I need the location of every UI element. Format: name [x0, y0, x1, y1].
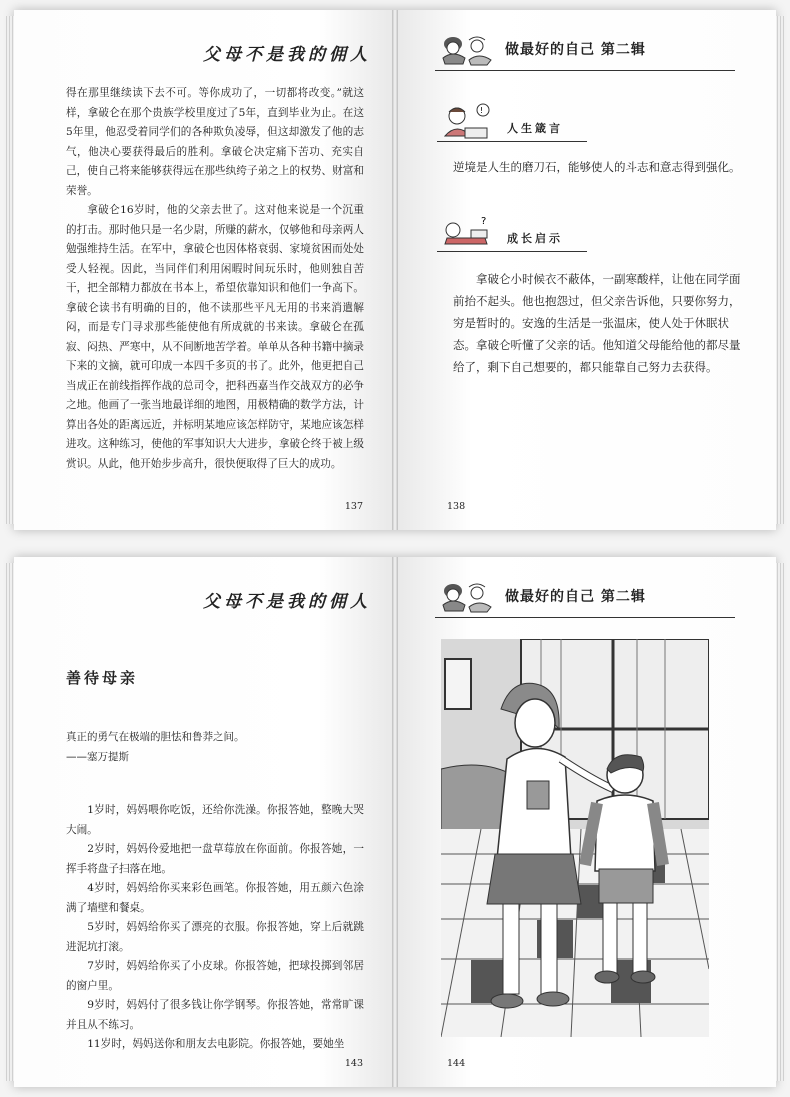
insight-text: 拿破仑小时候衣不蔽体，一副寒酸样，让他在同学面前抬不起头。他也抱怨过，但父亲告诉他，只要你努力，穷是暂时的。安逸的生活是一张温床，使人处于休眠状态。拿破仑听懂了父亲的话。他知道父母能给他的都尽量给了，剩下自己想要的，都只能靠自己努力去获得。	[453, 272, 741, 374]
page-number: 143	[344, 1058, 363, 1069]
section-label-maxim	[437, 102, 563, 142]
running-head: 父母不是我的佣人	[203, 45, 371, 65]
paragraph: 4岁时，妈妈给你买来彩色画笔。你报答她，用五颜六色涂满了墙壁和餐桌。	[66, 882, 364, 914]
running-head	[435, 579, 646, 613]
page-138	[395, 10, 776, 530]
running-head-title: 做最好的自己 第二辑	[505, 589, 646, 605]
body-text	[66, 84, 364, 474]
paragraph: 5岁时，妈妈给你买了漂亮的衣服。你报答她，穿上后就跳进泥坑打滚。	[66, 921, 364, 953]
paragraph: 拿破仑16岁时，他的父亲去世了。这对他来说是一个沉重的打击。那时他只是一名少尉，所赚的薪水，仅够他和母亲两人勉强维持生活。在军中，拿破仑也因体格衰弱、家境贫困而处处受人轻视。因此，当同伴们利用闲暇时间玩乐时，他则独自苦干，把全部精力都放在书本上，希望依靠知识和他们一争高下。拿破仑读书有明确的目的，他不读那些平凡无用的书来消遣解闷，而是专门寻求那些能使他有所成就的书来读。拿破仑在孤寂、闷热、严寒中，从不间断地苦学着。单单从各种书籍中摘录下来的文摘，就可印成一本四千多页的书了。此外，他更把自己当成正在前线指挥作战的总司令，把科西嘉当作交战双方的必争之地。他画了一张当地最详细的地图，用极精确的数学方法，计算出各处的距离远近，并标明某地应该怎样防守，某地应该怎样进攻。这种练习，使他的军事知识大大进步，拿破仑终于被上级赏识。从此，他开始步步高升，很快便取得了巨大的成功。	[66, 204, 364, 470]
book-spread-bottom	[14, 557, 776, 1087]
epigraph-author: ——塞万提斯	[66, 751, 129, 763]
cartoon-kids-icon	[435, 32, 497, 66]
page-143	[14, 557, 395, 1087]
section-rule	[437, 251, 587, 252]
mother-and-son-illustration	[441, 639, 709, 1037]
paragraph: 11岁时，妈妈送你和朋友去电影院。你报答她，要她坐	[87, 1038, 345, 1050]
epigraph	[66, 727, 245, 767]
book-gutter	[392, 10, 398, 530]
running-head-title: 做最好的自己 第二辑	[505, 42, 646, 58]
epigraph-text: 真正的勇气在极端的胆怯和鲁莽之间。	[66, 731, 245, 743]
page-number: 138	[447, 501, 466, 512]
section-label-text: 成长启示	[507, 232, 563, 245]
book-gutter	[392, 557, 398, 1087]
running-head	[435, 32, 646, 66]
page-144	[395, 557, 776, 1087]
page-number: 144	[447, 1058, 466, 1069]
cartoon-kids-icon	[435, 579, 497, 613]
header-rule	[435, 70, 735, 71]
section-rule	[437, 141, 587, 142]
section-label-text: 人生箴言	[507, 122, 563, 135]
chapter-title: 善待母亲	[66, 669, 139, 687]
paragraph: 2岁时，妈妈伶爱地把一盘草莓放在你面前。你报答她，一挥手将盘子扫落在地。	[66, 843, 364, 875]
paragraph: 1岁时，妈妈喂你吃饭，还给你洗澡。你报答她，整晚大哭大闹。	[66, 804, 364, 836]
book-spread-top	[14, 10, 776, 530]
page-137	[14, 10, 395, 530]
page-number: 137	[344, 501, 363, 512]
boy-lying-icon	[437, 212, 495, 252]
svg-text:?: ?	[481, 216, 487, 227]
svg-text:!: !	[480, 106, 484, 115]
paragraph: 7岁时，妈妈给你买了小皮球。你报答她，把球投掷到邻居的窗户里。	[66, 960, 364, 992]
maxim-text: 逆境是人生的磨刀石，能够使人的斗志和意志得到强化。	[453, 160, 741, 174]
section-label-insight	[437, 212, 563, 252]
paragraph: 得在那里继续读下去不可。等你成功了，一切都将改变。”就这样，拿破仑在那个贵族学校里度过了5年，直到毕业为止。在这5年里，他忍受着同学们的各种欺负凌辱，但这却激发了他的志气，他决心要获得最后的胜利。拿破仑决定痛下苦功、充实自己，使自己将来能够获得远在那些纨绔子弟之上的权势、财富和荣誉。	[66, 87, 364, 197]
paragraph: 9岁时，妈妈付了很多钱让你学钢琴。你报答她，常常旷课并且从不练习。	[66, 999, 364, 1031]
body-text	[66, 801, 364, 1055]
running-head: 父母不是我的佣人	[203, 592, 371, 612]
header-rule	[435, 617, 735, 618]
girl-reading-icon	[437, 102, 495, 142]
